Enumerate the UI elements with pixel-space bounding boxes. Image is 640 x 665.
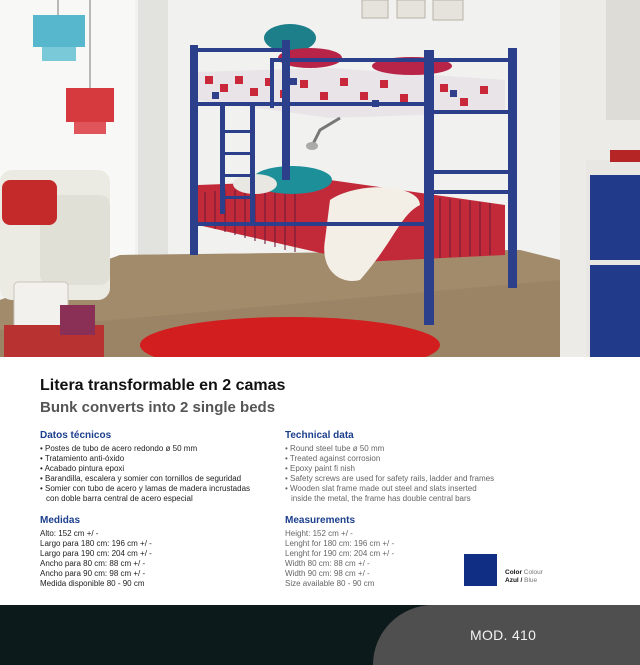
list-item: • Postes de tubo de acero redondo ø 50 mm [40,444,198,453]
color-swatch-blue [464,554,497,586]
measurements-es [40,515,280,589]
list-item: • Wooden slat frame made out steel and slats inserted [285,484,477,493]
list-item: Largo para 190 cm: 204 cm +/ - [40,549,152,558]
section-heading: Datos técnicos [40,430,112,441]
section-heading: Technical data [285,430,354,441]
model-number: MOD. 410 [470,627,537,643]
list-item: inside the metal, the frame has double central bars [291,494,471,503]
color-value-es: Azul [505,577,519,584]
list-item: con doble barra central de acero especial [46,494,193,503]
color-label-en: Colour [523,569,543,576]
list-item: Height: 152 cm +/ - [285,529,353,538]
product-title-es: Litera transformable en 2 camas [40,377,286,394]
list-item: Ancho para 80 cm: 88 cm +/ - [40,559,146,568]
blue-lamp [33,15,85,47]
list-item: • Safety screws are used for safety rails, ladder and frames [285,474,495,483]
blue-dresser [590,175,640,260]
list-item: Width 80 cm: 88 cm +/ - [285,559,370,568]
red-lamp [66,88,114,122]
list-item: Lenght for 190 cm: 204 cm +/ - [285,549,395,558]
product-info [0,357,640,605]
list-item: Alto: 152 cm +/ - [40,529,99,538]
list-item: • Barandilla, escalera y somier con tornillos de seguridad [40,474,242,483]
list-item: • Treated against corrosion [285,454,381,463]
footer-bar [0,605,640,665]
technical-data-en [285,430,525,504]
color-value-en: Blue [524,577,538,584]
product-title-en: Bunk converts into 2 single beds [40,399,276,416]
list-item: • Acabado pintura epoxi [40,464,125,473]
list-item: • Round steel tube ø 50 mm [285,444,385,453]
section-heading: Medidas [40,515,81,526]
technical-data-es [40,430,280,504]
list-item: • Somier con tubo de acero y lamas de madera incrustadas [40,484,251,493]
list-item: Largo para 180 cm: 196 cm +/ - [40,539,152,548]
section-heading: Measurements [285,515,356,526]
list-item: Width 90 cm: 98 cm +/ - [285,569,370,578]
list-item: • Tratamiento anti-óxido [40,454,125,463]
list-item: • Epoxy paint fi nish [285,464,355,473]
red-cushion [2,180,57,225]
list-item: Lenght for 180 cm: 196 cm +/ - [285,539,395,548]
color-label: Color Colour Azul / Blue [505,569,543,584]
list-item: Medida disponible 80 - 90 cm [40,579,145,588]
list-item: Size available 80 - 90 cm [285,579,375,588]
color-label-es: Color [505,569,522,576]
list-item: Ancho para 90 cm: 98 cm +/ - [40,569,146,578]
